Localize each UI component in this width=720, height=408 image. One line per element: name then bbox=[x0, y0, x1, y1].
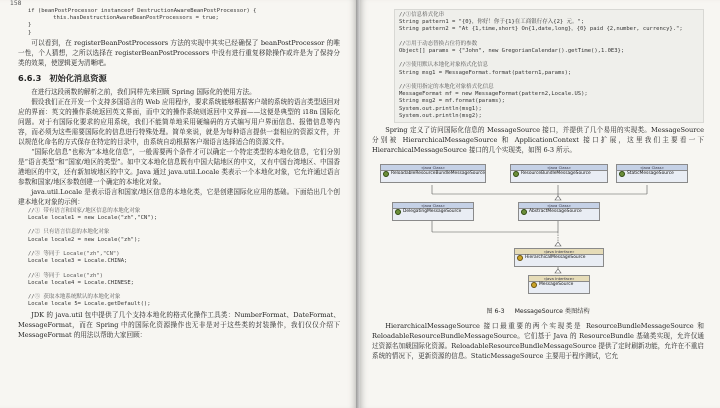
right-page-content bbox=[372, 7, 704, 361]
code-line: System.out.println(msg2); bbox=[399, 112, 482, 119]
paragraph: 可以看到，在 registerBeanPostProcessors 方法的实现中其实已经确保了 beanPostProcessor 的唯一性，个人猜想，之所以选择在 registerBeanPostProcessors 中没有进行重复移除操作或许是为了保持分类的效果，使逻辑更为清晰吧。 bbox=[18, 38, 340, 67]
code-line: System.out.println(msg1); bbox=[399, 105, 482, 112]
code-line: String pattern2 = "At {1,time,short} On{1,date,long}，{0} paid {2,number, currency}."; bbox=[399, 26, 683, 33]
code-line: if (beanPostProcessor instanceof DestructionAwareBeanPostProcessor) { bbox=[28, 8, 257, 14]
code-line: MessageFormat mf = new MessageFormat(pattern2,Locale.US); bbox=[399, 91, 588, 98]
code-line: Locale locale1 = new Locale("zh","CN"); bbox=[28, 215, 158, 222]
section-number: 6.6.3 bbox=[18, 72, 42, 83]
class-node-delegating: «Java Class» DelegatingMessageSource bbox=[392, 202, 474, 221]
class-icon bbox=[395, 209, 401, 215]
paragraph: HierarchicalMessageSource 接口最重要的两个实现类是 ResourceBundleMessageSource 和 ReloadableResourceBundleMessageSource。它们基于 Java 的 ResourceBundle 基础类实现，允许仅通过资源名加载国际化资源。ReloadableResourceBundleMessageSource 提供了定时刷新功能，允许在不重启系统的情况下，更新资源的信息。StaticMessageSource 主要用于程序测试，它允 bbox=[372, 322, 704, 361]
code-line: String msg2 = mf.format(params); bbox=[399, 98, 505, 105]
code-line: Locale locale2 = new Locale("zh"); bbox=[28, 236, 141, 243]
code-line bbox=[28, 265, 340, 272]
code-line: } bbox=[28, 22, 32, 29]
interface-node-messagesource: «Java Interface» MessageSource bbox=[528, 275, 590, 294]
right-page bbox=[360, 0, 720, 408]
inheritance-arrow bbox=[555, 196, 561, 200]
code-line: String pattern1 = "{0}，你好！你于{1}在工商银行存入{2} 元。"; bbox=[399, 19, 585, 26]
class-icon bbox=[521, 209, 527, 215]
code-line: Locale locale 5= Locale.getDefault(); bbox=[28, 301, 151, 308]
code-line: Locale locale4 = Locale.CHINESE; bbox=[28, 279, 134, 286]
inheritance-arrow bbox=[555, 269, 561, 273]
code-line: } bbox=[28, 29, 32, 36]
paragraph: JDK 的 java.util 包中提供了几个支持本地化的格式化操作工具类：NumberFormat、DateFormat、MessageFormat，而在 Spring 中的国际化资源操作也无非是对于这些类的封装操作，我们仅仅介绍下 MessageFormat 的用法以帮助大家回顾： bbox=[18, 310, 340, 339]
code-comment: //⑤ 获取本地系统默认的本地化对象 bbox=[28, 294, 121, 301]
code-line: Object[] params = {"John", new GregorianCalendar().getTime(),1.0E3}; bbox=[399, 48, 625, 55]
code-comment: //①信息格式化串 bbox=[399, 12, 445, 18]
class-node-static: «Java Class» StaticMessageSource bbox=[616, 164, 688, 183]
code-comment: //④使用指定的本地化对象格式化信息 bbox=[399, 84, 494, 91]
class-icon bbox=[383, 171, 389, 177]
section-title: 初始化消息资源 bbox=[49, 72, 107, 83]
page-number: 158 bbox=[10, 0, 22, 7]
class-icon bbox=[513, 171, 519, 177]
inheritance-arrow bbox=[555, 242, 561, 246]
figure-caption: 图 6-3 MessageSource 类图结构 bbox=[486, 308, 590, 316]
class-diagram bbox=[372, 158, 704, 304]
code-comment: //② 只有语言信息的本地化对象 bbox=[28, 229, 110, 236]
paragraph: “国际化信息”也称为“本地化信息”，一般需要两个条件才可以确定一个特定类型的本地化信息，它们分别是“语言类型”和“国家/地区的类型”。如中文本地化信息既有中国大陆地区的中文，又有中国台湾地区、中国香港地区的中文，还有新加坡地区的中文。Java 通过 java.util.Locale 类表示一个本地化对象，它允许通过语言参数和国家/地区参数创建一个确定的本地化对象。 bbox=[18, 147, 341, 186]
code-line bbox=[399, 77, 699, 84]
left-page-content bbox=[18, 7, 340, 340]
code-line bbox=[399, 34, 699, 41]
code-comment: //④ 等同于 Locale("zh") bbox=[28, 272, 103, 279]
class-node-abstract: «Java Class» AbstractMessageSource bbox=[518, 202, 600, 221]
paragraph: 在进行这段函数的解析之前，我们同样先来回顾 Spring 国际化的使用方法。 bbox=[31, 87, 256, 96]
class-node-reloadable: «Java Class» ReloadableResourceBundleMessageSource bbox=[380, 164, 486, 183]
code-line: this.hasDestructionAwareBeanPostProcessors = true; bbox=[40, 15, 219, 22]
code-comment: //③ 等同于 Locale("zh","CN") bbox=[28, 251, 120, 258]
code-line: Locale locale3 = Locale.CHINA; bbox=[28, 258, 128, 265]
class-icon bbox=[619, 171, 625, 177]
paragraph: java.util.Locale 是表示语言和国家/地区信息的本地化类，它是创建国际化应用的基础。下面给出几个创建本地化对象的示例： bbox=[18, 187, 340, 206]
class-node-resourcebundle: «Java Class» ResourceBundleMessageSource bbox=[510, 164, 608, 183]
code-comment: //③使用默认本地化对象格式化信息 bbox=[399, 62, 489, 69]
paragraph: 假设我们正在开发一个支持多国语言的 Web 应用程序，要求系统能够根据客户端的系统的语言类型返回对应的界面：英文的操作系统返回英文界面，而中文的操作系统则返回中文界面——这便是典型的 i18n 国际化问题。对于有国际化要求的应用系统，我们不能简单地采用硬编码的方式编写用户界面信息、报错信息等内容，而必须为这些需要国际化的信息进行特殊处理。简单来说，就是为每种语言提供一套相应的资源文件，并以规范化命名的方式保存在特定的目录中，由系统自动根据客户端语言选择适合的资源文件。 bbox=[18, 97, 340, 146]
messageformat-code-block bbox=[394, 9, 704, 123]
top-code-block bbox=[28, 8, 340, 37]
interface-icon bbox=[517, 255, 523, 261]
section-heading bbox=[18, 73, 340, 83]
interface-node-hierarchical: «Java Interface» HierarchicalMessageSource bbox=[514, 248, 604, 267]
left-page bbox=[0, 0, 356, 408]
interface-icon bbox=[531, 282, 537, 288]
paragraph: Spring 定义了访问国际化信息的 MessageSource 接口，并提供了几个易用的实现类。MessageSource 分别被 HierarchicalMessageSource 和 ApplicationContext 接口扩展，这里我们主要看一下 HierarchicalMessageSource 接口的几个实现类，如图 6-3 所示。 bbox=[372, 126, 704, 155]
code-line bbox=[28, 244, 340, 251]
code-line: String msg1 = MessageFormat.format(pattern1,params); bbox=[399, 69, 572, 76]
code-comment: //②用于动态替换占位符的参数 bbox=[399, 40, 478, 47]
locale-code-block bbox=[28, 208, 340, 309]
code-comment: //① 带有语言和国家/地区信息的本地化对象 bbox=[28, 207, 141, 214]
